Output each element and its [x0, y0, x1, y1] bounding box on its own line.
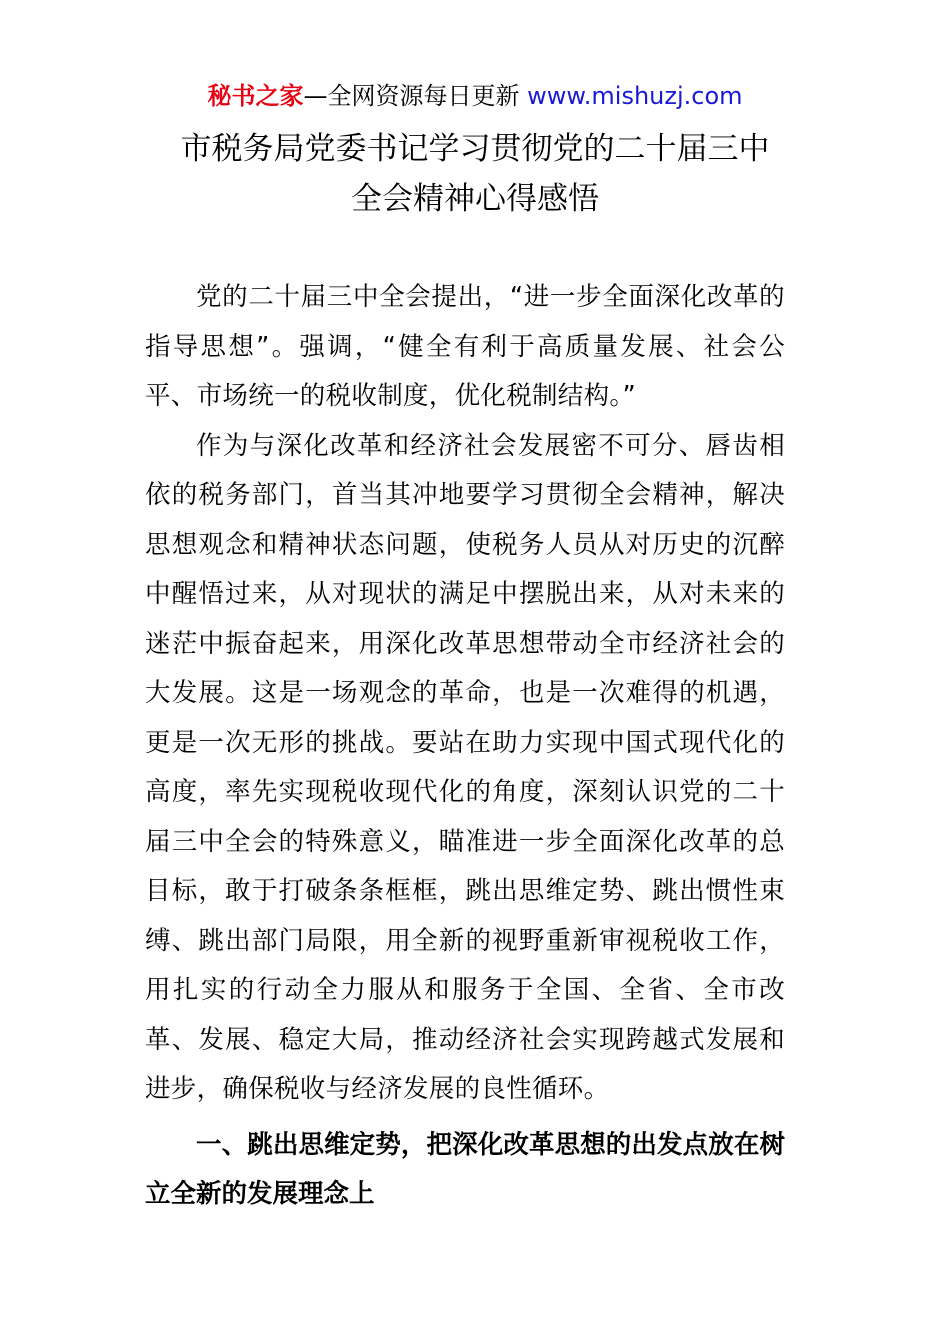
section-heading-1: 一、跳出思维定势，把深化改革思想的出发点放在树立全新的发展理念上 — [145, 1129, 785, 1209]
brand-name: 秘书之家 — [207, 82, 304, 110]
document-body — [145, 273, 785, 1220]
document-title — [100, 124, 850, 224]
header-tagline: —全网资源每日更新 — [303, 82, 520, 110]
site-header — [0, 80, 950, 112]
title-line-2: 全会精神心得感悟 — [351, 181, 599, 217]
title-line-1: 市税务局党委书记学习贯彻党的二十届三中 — [180, 131, 770, 167]
paragraph-2: 作为与深化改革和经济社会发展密不可分、唇齿相依的税务部门，首当其冲地要学习贯彻全会精神，解决思想观念和精神状态问题，使税务人员从对历史的沉醉中醒悟过来，从对现状的满足中摆脱出来，从对未来的迷茫中振奋起来，用深化改革思想带动全市经济社会的大发展。这是一场观念的革命，也是一次难得的机遇，更是一次无形的挑战。要站在助力实现中国式现代化的高度，率先实现税收现代化的角度，深刻认识党的二十届三中全会的特殊意义，瞄准进一步全面深化改革的总目标，敢于打破条条框框，跳出思维定势、跳出惯性束缚、跳出部门局限，用全新的视野重新审视税收工作，用扎实的行动全力服从和服务于全国、全省、全市改革、发展、稳定大局，推动经济社会实现跨越式发展和进步，确保税收与经济发展的良性循环。 — [145, 430, 785, 1104]
site-url-link[interactable]: www.mishuzj.com — [527, 82, 743, 110]
paragraph-1: 党的二十届三中全会提出，“进一步全面深化改革的指导思想”。强调，“健全有利于高质量发展、社会公平、市场统一的税收制度，优化税制结构。” — [145, 282, 785, 411]
